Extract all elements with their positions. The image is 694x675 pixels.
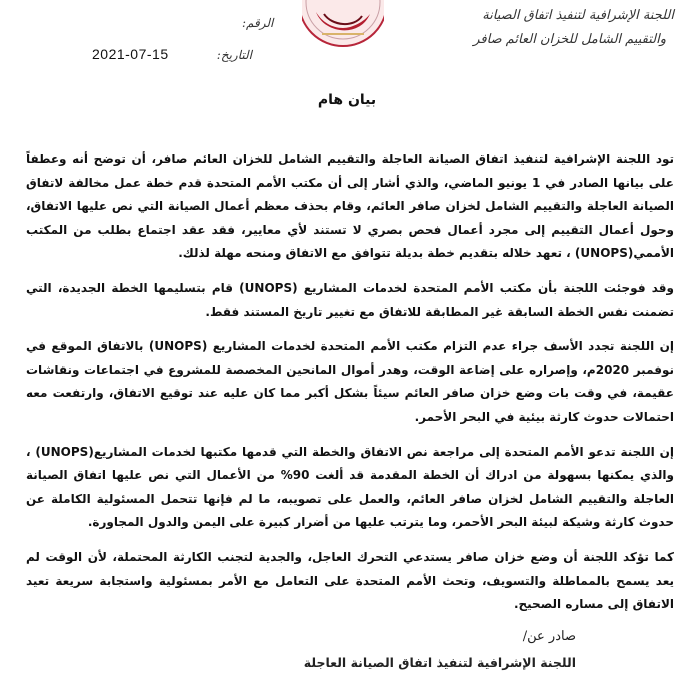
letterhead-line-1: اللجنة الإشرافية لتنفيذ اتفاق الصيانة xyxy=(482,8,674,23)
letterhead-line-2: والتقييم الشامل للخزان العائم صافر xyxy=(473,32,666,47)
emblem-logo xyxy=(302,0,384,48)
paragraph: كما تؤكد اللجنة أن وضع خزان صافر يستدعي التحرك العاجل، والجدية لتجنب الكارثة المحتملة، لأن الوقت لم يعد يسمح بالمماطلة والتسويف، وتحث الأمم المتحدة على التعامل مع الأمر بمسئولية واستجابة سريعة تعيد الاتفاق إلى مساره الصحيح. xyxy=(26,549,674,612)
paragraph: تود اللجنة الإشرافية لتنفيذ اتفاق الصيانة العاجلة والتقييم الشامل للخزان العائم صافر، أن توضح أنه وعطفاً على بيانها الصادر في 1 يونيو الماضي، والذي أشار إلى أن مكتب الأمم المتحدة قدم خطة عمل مخالفة لاتفاق الصيانة العاجلة والتقييم الشامل لخزان صافر العائم، وقام بحذف معظم أعمال الصيانة التي نص عليها الاتفاق، وحول أعمال التقييم إلى مجرد أعمال فحص بصري لا تستند لأي معايير، فقد عقد اجتماع بطلب من المكتب الأممي(UNOPS) ، تعهد خلاله بتقديم خطة بديلة تتوافق مع الاتفاق ومنحه مهلة لذلك. xyxy=(26,152,674,261)
paragraph: إن اللجنة تجدد الأسف جراء عدم التزام مكتب الأمم المتحدة لخدمات المشاريع (UNOPS) بالاتفاق الموقع في نوفمبر 2020م، وإصراره على إضاعة الوقت، وهدر أموال المانحين المخصصة للمشروع في اجتماعات ونقاشات عقيمة، في وقت بات وضع خزان صافر العائم سيئاً بشكل أكبر مما كان عليه عند توقيع الاتفاق، وارتفعت معه احتمالات حدوث كارثة بيئية في البحر الأحمر. xyxy=(26,339,674,424)
date-label: التاريخ: xyxy=(216,48,252,62)
reference-number-label: الرقم: xyxy=(242,16,274,30)
signature-block xyxy=(276,624,576,675)
issued-by-label: صادر عن/ xyxy=(522,629,576,644)
paragraph: وقد فوجئت اللجنة بأن مكتب الأمم المتحدة لخدمات المشاريع (UNOPS) قام بتسليمها الخطة الجديدة، التي تضمنت نفس الخطة السابقة غير المطابقة للاتفاق مع تغيير تاريخ المستند فقط. xyxy=(26,280,674,319)
signatory-committee: اللجنة الإشرافية لتنفيذ اتفاق الصيانة العاجلة xyxy=(303,655,576,670)
statement-title: بيان هام xyxy=(317,92,377,108)
letterhead-organization xyxy=(384,4,684,52)
paragraph: إن اللجنة تدعو الأمم المتحدة إلى مراجعة نص الاتفاق والخطة التي قدمها مكتبها لخدمات المشاريع(UNOPS) ، والذي يمكنها بسهولة من ادراك أن الخطة المقدمة قد ألغت 90% من الأعمال التي نص عليها اتفاق الصيانة العاجلة والتقييم الشامل لخزان صافر العائم، والعمل على تصويبه، ما لم فإنها تتحمل المسئولية الكاملة عن حدوث كارثة وشيكة لبيئة البحر الأحمر، وما يترتب عليها من أضرار كبيرة على اليمن والدول المجاورة. xyxy=(26,444,674,530)
document-date: 2021-07-15 xyxy=(92,46,169,62)
statement-body xyxy=(26,148,674,628)
